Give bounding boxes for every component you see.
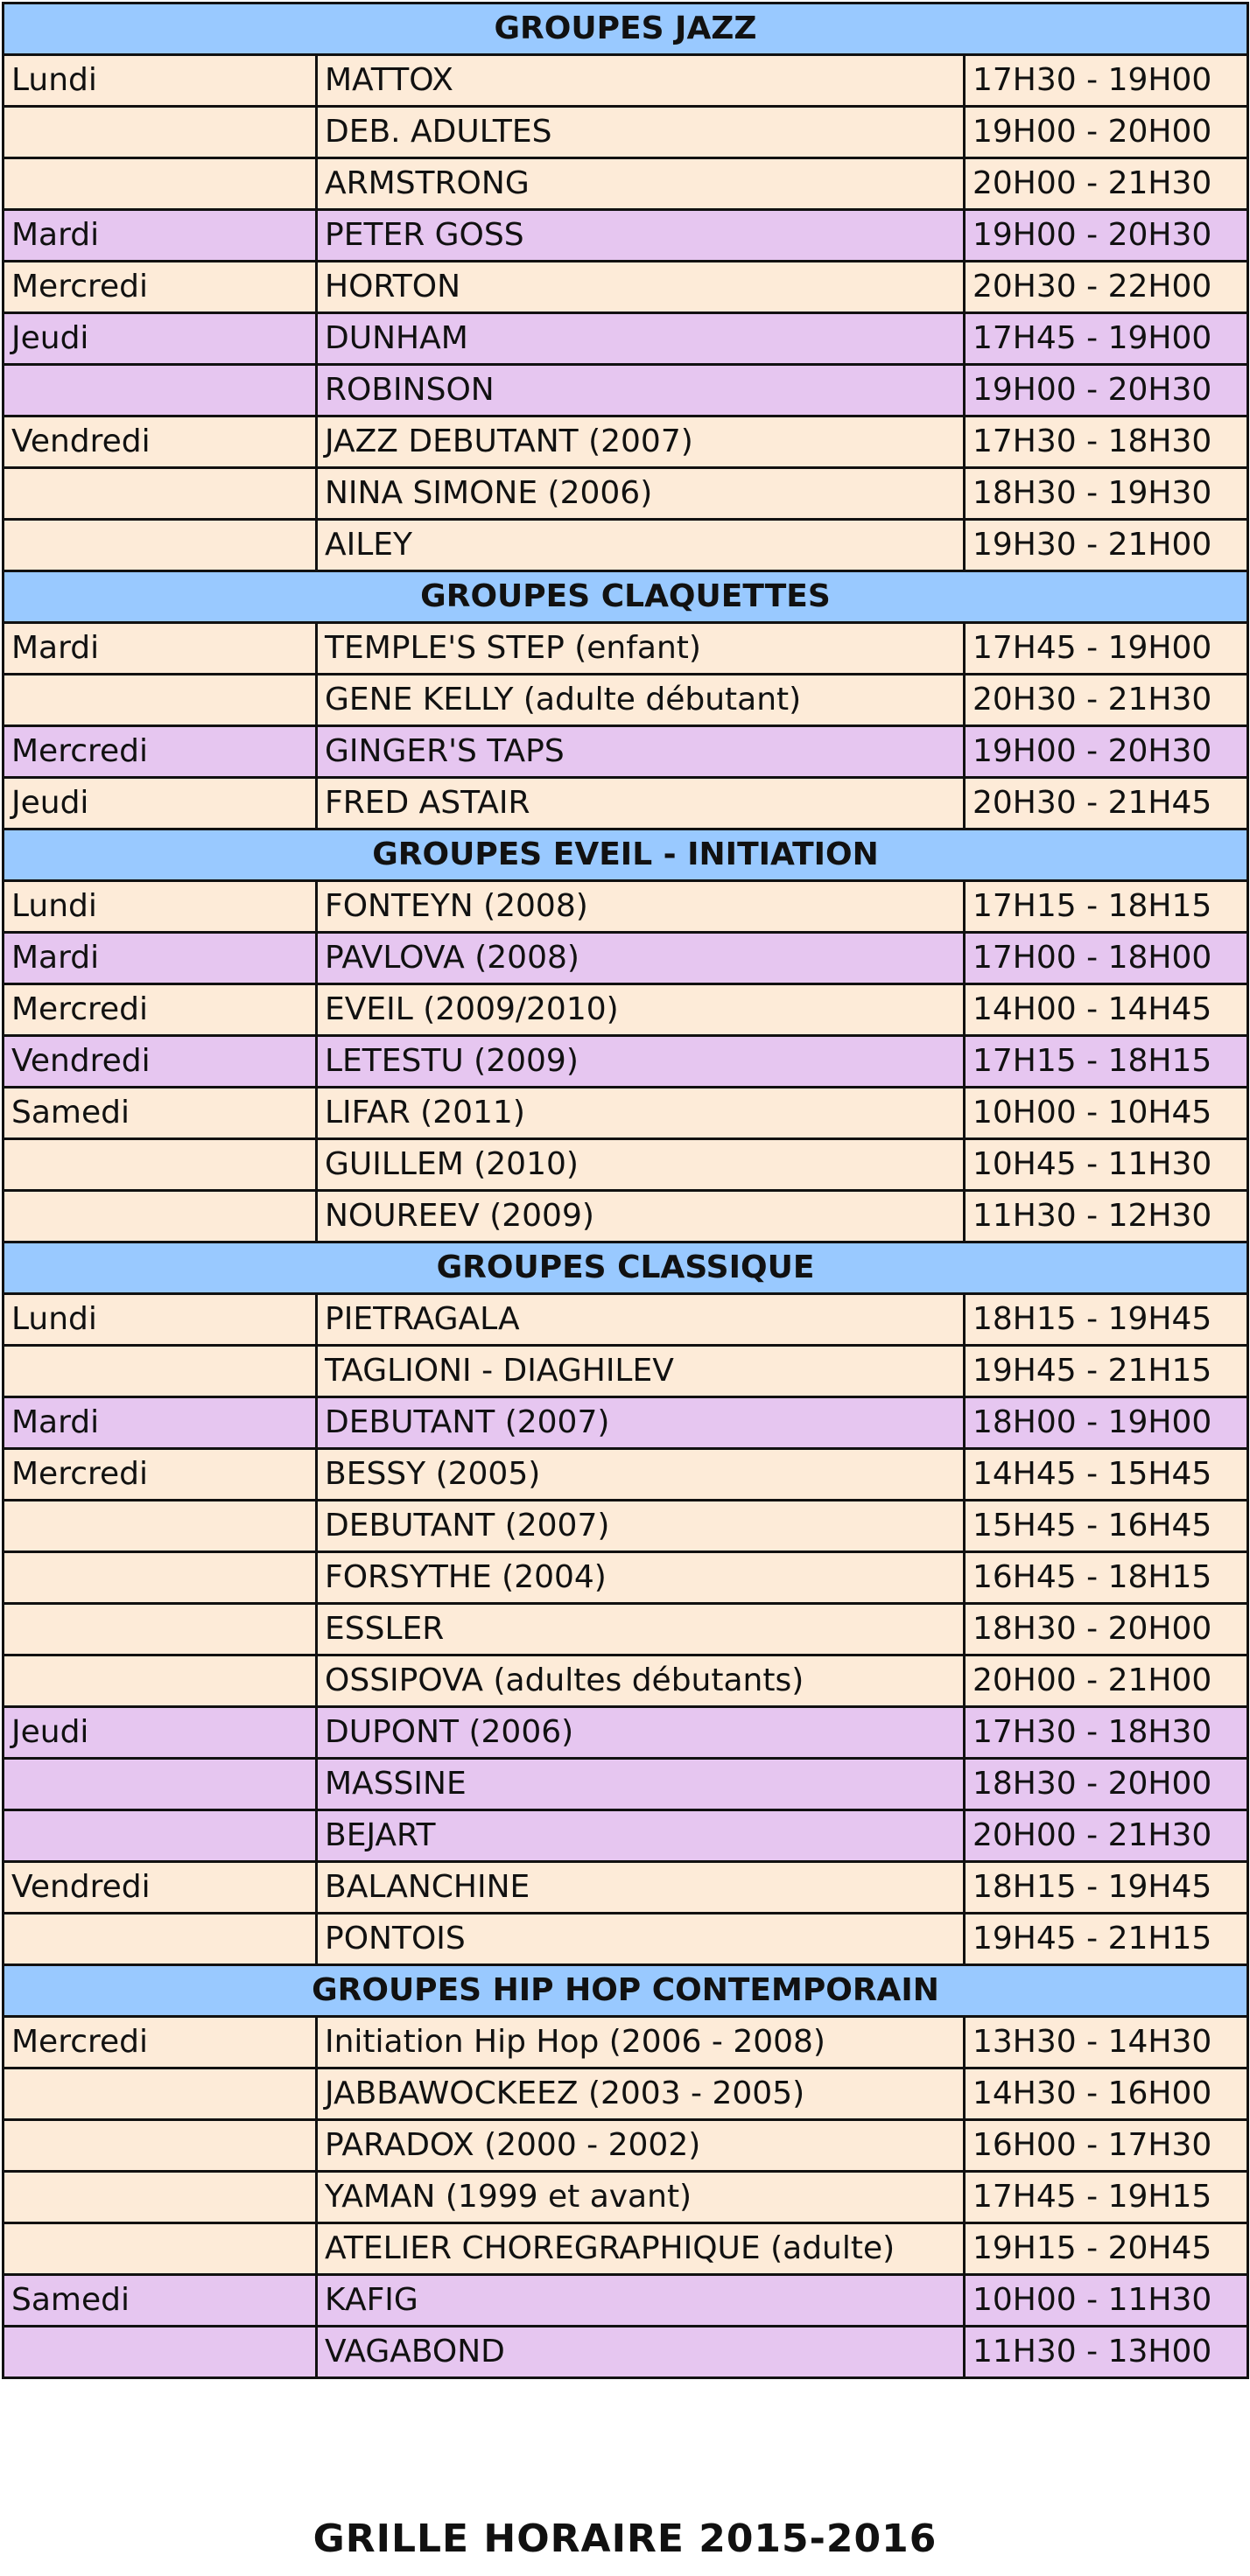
day-cell: Mercredi: [4, 726, 317, 778]
time-cell: 10H00 - 11H30: [965, 2275, 1248, 2327]
group-cell: PIETRAGALA: [317, 1294, 965, 1346]
time-cell: 18H30 - 19H30: [965, 468, 1248, 520]
day-cell: [4, 468, 317, 520]
group-cell: AILEY: [317, 520, 965, 571]
section-header-row: [4, 1965, 1248, 2017]
table-row: [4, 2068, 1248, 2120]
group-cell: PAVLOVA (2008): [317, 933, 965, 984]
time-cell: 18H30 - 20H00: [965, 1604, 1248, 1656]
table-row: [4, 1759, 1248, 1810]
time-cell: 20H00 - 21H00: [965, 1656, 1248, 1707]
day-cell: [4, 1346, 317, 1397]
group-cell: TAGLIONI - DIAGHILEV: [317, 1346, 965, 1397]
table-row: [4, 55, 1248, 107]
table-row: [4, 1604, 1248, 1656]
group-cell: KAFIG: [317, 2275, 965, 2327]
day-cell: [4, 107, 317, 158]
time-cell: 20H00 - 21H30: [965, 1810, 1248, 1862]
table-row: [4, 984, 1248, 1036]
day-cell: [4, 675, 317, 726]
time-cell: 19H45 - 21H15: [965, 1346, 1248, 1397]
group-cell: YAMAN (1999 et avant): [317, 2172, 965, 2223]
table-row: [4, 1707, 1248, 1759]
table-row: [4, 1501, 1248, 1552]
time-cell: 16H00 - 17H30: [965, 2120, 1248, 2172]
section-header-row: [4, 1242, 1248, 1294]
day-cell: [4, 1656, 317, 1707]
group-cell: FRED ASTAIR: [317, 778, 965, 830]
time-cell: 11H30 - 12H30: [965, 1191, 1248, 1242]
day-cell: Mardi: [4, 933, 317, 984]
group-cell: PARADOX (2000 - 2002): [317, 2120, 965, 2172]
table-row: [4, 2223, 1248, 2275]
day-cell: [4, 1552, 317, 1604]
table-row: [4, 1449, 1248, 1501]
table-row: [4, 1914, 1248, 1965]
section-header-row: [4, 4, 1248, 55]
table-row: [4, 1191, 1248, 1242]
table-row: [4, 2017, 1248, 2068]
group-cell: LETESTU (2009): [317, 1036, 965, 1088]
time-cell: 20H30 - 22H00: [965, 262, 1248, 313]
group-cell: Initiation Hip Hop (2006 - 2008): [317, 2017, 965, 2068]
day-cell: [4, 2223, 317, 2275]
table-row: [4, 623, 1248, 675]
time-cell: 19H30 - 21H00: [965, 520, 1248, 571]
table-row: [4, 675, 1248, 726]
group-cell: GUILLEM (2010): [317, 1139, 965, 1191]
time-cell: 17H00 - 18H00: [965, 933, 1248, 984]
table-row: [4, 2120, 1248, 2172]
table-row: [4, 416, 1248, 468]
day-cell: [4, 158, 317, 210]
day-cell: [4, 520, 317, 571]
time-cell: 15H45 - 16H45: [965, 1501, 1248, 1552]
time-cell: 18H00 - 19H00: [965, 1397, 1248, 1449]
day-cell: [4, 1914, 317, 1965]
group-cell: ESSLER: [317, 1604, 965, 1656]
group-cell: LIFAR (2011): [317, 1088, 965, 1139]
time-cell: 18H15 - 19H45: [965, 1862, 1248, 1914]
day-cell: Mercredi: [4, 984, 317, 1036]
day-cell: Samedi: [4, 2275, 317, 2327]
group-cell: ROBINSON: [317, 365, 965, 416]
table-row: [4, 1397, 1248, 1449]
table-row: [4, 1862, 1248, 1914]
group-cell: EVEIL (2009/2010): [317, 984, 965, 1036]
day-cell: Mardi: [4, 623, 317, 675]
group-cell: BESSY (2005): [317, 1449, 965, 1501]
time-cell: 16H45 - 18H15: [965, 1552, 1248, 1604]
group-cell: JABBAWOCKEEZ (2003 - 2005): [317, 2068, 965, 2120]
section-title: GROUPES EVEIL - INITIATION: [4, 830, 1248, 881]
time-cell: 13H30 - 14H30: [965, 2017, 1248, 2068]
time-cell: 18H30 - 20H00: [965, 1759, 1248, 1810]
time-cell: 20H00 - 21H30: [965, 158, 1248, 210]
day-cell: Jeudi: [4, 313, 317, 365]
schedule-table: [2, 2, 1249, 2379]
day-cell: Lundi: [4, 1294, 317, 1346]
time-cell: 17H15 - 18H15: [965, 881, 1248, 933]
table-row: [4, 2172, 1248, 2223]
group-cell: DEB. ADULTES: [317, 107, 965, 158]
table-row: [4, 158, 1248, 210]
day-cell: Mardi: [4, 1397, 317, 1449]
time-cell: 14H45 - 15H45: [965, 1449, 1248, 1501]
time-cell: 19H00 - 20H30: [965, 210, 1248, 262]
group-cell: MATTOX: [317, 55, 965, 107]
day-cell: Mercredi: [4, 1449, 317, 1501]
day-cell: [4, 1501, 317, 1552]
table-row: [4, 262, 1248, 313]
time-cell: 17H30 - 18H30: [965, 1707, 1248, 1759]
table-row: [4, 726, 1248, 778]
day-cell: [4, 2120, 317, 2172]
day-cell: Lundi: [4, 55, 317, 107]
table-row: [4, 210, 1248, 262]
time-cell: 10H00 - 10H45: [965, 1088, 1248, 1139]
table-row: [4, 107, 1248, 158]
group-cell: ATELIER CHOREGRAPHIQUE (adulte): [317, 2223, 965, 2275]
time-cell: 19H00 - 20H00: [965, 107, 1248, 158]
day-cell: [4, 2327, 317, 2378]
time-cell: 20H30 - 21H45: [965, 778, 1248, 830]
day-cell: [4, 1191, 317, 1242]
day-cell: Mercredi: [4, 262, 317, 313]
group-cell: GINGER'S TAPS: [317, 726, 965, 778]
page-title: GRILLE HORAIRE 2015-2016: [312, 2516, 938, 2561]
group-cell: BEJART: [317, 1810, 965, 1862]
group-cell: HORTON: [317, 262, 965, 313]
table-row: [4, 2275, 1248, 2327]
time-cell: 17H30 - 18H30: [965, 416, 1248, 468]
group-cell: DUPONT (2006): [317, 1707, 965, 1759]
time-cell: 14H30 - 16H00: [965, 2068, 1248, 2120]
group-cell: OSSIPOVA (adultes débutants): [317, 1656, 965, 1707]
table-row: [4, 1346, 1248, 1397]
time-cell: 17H15 - 18H15: [965, 1036, 1248, 1088]
time-cell: 14H00 - 14H45: [965, 984, 1248, 1036]
table-row: [4, 1810, 1248, 1862]
table-row: [4, 313, 1248, 365]
day-cell: [4, 1139, 317, 1191]
group-cell: DEBUTANT (2007): [317, 1501, 965, 1552]
table-row: [4, 2327, 1248, 2378]
group-cell: PONTOIS: [317, 1914, 965, 1965]
group-cell: BALANCHINE: [317, 1862, 965, 1914]
time-cell: 17H30 - 19H00: [965, 55, 1248, 107]
table-row: [4, 1294, 1248, 1346]
table-row: [4, 365, 1248, 416]
time-cell: 19H15 - 20H45: [965, 2223, 1248, 2275]
group-cell: FONTEYN (2008): [317, 881, 965, 933]
group-cell: TEMPLE'S STEP (enfant): [317, 623, 965, 675]
time-cell: 11H30 - 13H00: [965, 2327, 1248, 2378]
time-cell: 10H45 - 11H30: [965, 1139, 1248, 1191]
day-cell: [4, 2172, 317, 2223]
time-cell: 17H45 - 19H00: [965, 313, 1248, 365]
group-cell: ARMSTRONG: [317, 158, 965, 210]
table-row: [4, 933, 1248, 984]
day-cell: Vendredi: [4, 416, 317, 468]
day-cell: Jeudi: [4, 778, 317, 830]
time-cell: 17H45 - 19H15: [965, 2172, 1248, 2223]
table-row: [4, 468, 1248, 520]
section-title: GROUPES CLAQUETTES: [4, 571, 1248, 623]
section-header-row: [4, 571, 1248, 623]
day-cell: Lundi: [4, 881, 317, 933]
time-cell: 20H30 - 21H30: [965, 675, 1248, 726]
day-cell: [4, 1759, 317, 1810]
table-row: [4, 881, 1248, 933]
group-cell: PETER GOSS: [317, 210, 965, 262]
group-cell: DUNHAM: [317, 313, 965, 365]
time-cell: 19H00 - 20H30: [965, 726, 1248, 778]
group-cell: DEBUTANT (2007): [317, 1397, 965, 1449]
day-cell: Vendredi: [4, 1036, 317, 1088]
day-cell: Samedi: [4, 1088, 317, 1139]
section-title: GROUPES CLASSIQUE: [4, 1242, 1248, 1294]
group-cell: NOUREEV (2009): [317, 1191, 965, 1242]
section-header-row: [4, 830, 1248, 881]
time-cell: 19H45 - 21H15: [965, 1914, 1248, 1965]
table-row: [4, 778, 1248, 830]
table-row: [4, 1088, 1248, 1139]
schedule-body: [4, 4, 1248, 2378]
time-cell: 19H00 - 20H30: [965, 365, 1248, 416]
group-cell: MASSINE: [317, 1759, 965, 1810]
group-cell: GENE KELLY (adulte débutant): [317, 675, 965, 726]
day-cell: Jeudi: [4, 1707, 317, 1759]
table-row: [4, 1036, 1248, 1088]
day-cell: [4, 2068, 317, 2120]
table-row: [4, 520, 1248, 571]
table-row: [4, 1139, 1248, 1191]
day-cell: Mercredi: [4, 2017, 317, 2068]
group-cell: FORSYTHE (2004): [317, 1552, 965, 1604]
day-cell: Mardi: [4, 210, 317, 262]
day-cell: [4, 1604, 317, 1656]
group-cell: NINA SIMONE (2006): [317, 468, 965, 520]
table-row: [4, 1656, 1248, 1707]
time-cell: 18H15 - 19H45: [965, 1294, 1248, 1346]
day-cell: Vendredi: [4, 1862, 317, 1914]
time-cell: 17H45 - 19H00: [965, 623, 1248, 675]
group-cell: JAZZ DEBUTANT (2007): [317, 416, 965, 468]
section-title: GROUPES JAZZ: [4, 4, 1248, 55]
section-title: GROUPES HIP HOP CONTEMPORAIN: [4, 1965, 1248, 2017]
table-row: [4, 1552, 1248, 1604]
group-cell: VAGABOND: [317, 2327, 965, 2378]
day-cell: [4, 1810, 317, 1862]
day-cell: [4, 365, 317, 416]
